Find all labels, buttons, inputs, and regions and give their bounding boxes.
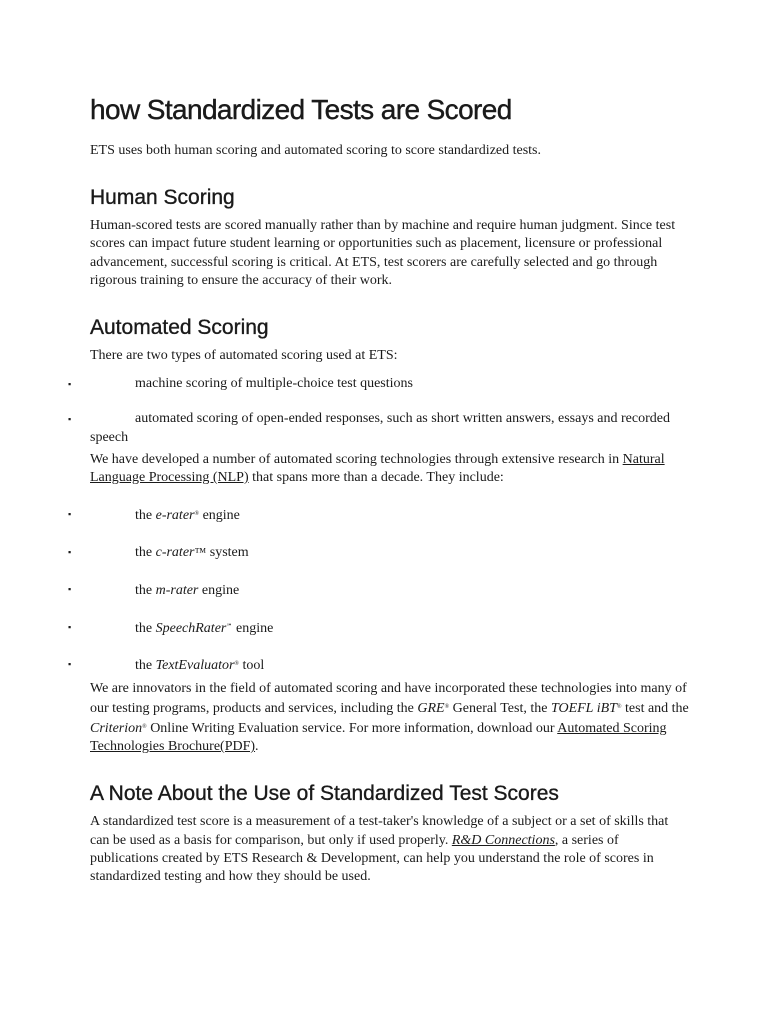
bullet-icon: ▪ xyxy=(68,583,72,594)
list-item: ▪ the SpeechRater℠ engine xyxy=(90,618,690,638)
list-item: ▪ the e-rater® engine xyxy=(90,505,690,525)
rd-connections-link[interactable]: R&D Connections xyxy=(451,832,555,848)
note-paragraph: A standardized test score is a measurement of a test-taker's knowledge of a subject or a set of skills that can be used as a basis for comparison, but only if used properly. R&D Connections, a series of publications created by ETS Research & Development, can help you understand the role of scores in standardized testing and how they should be used. xyxy=(90,814,669,885)
bullet-icon: ▪ xyxy=(68,379,72,390)
bullet-icon: ▪ xyxy=(68,659,72,670)
bullet-icon: ▪ xyxy=(68,547,72,558)
tech-name: TextEvaluator xyxy=(155,658,235,674)
innovators-paragraph: We are innovators in the field of automated scoring and have incorporated these technologies into many of our testing programs, products and services, including the GRE® General Test, the TOEFL iBT® test and the Criterion® Online Writing Evaluation service. For more information, download our Automated Scoring Technologies Brochure(PDF). xyxy=(90,680,689,755)
automated-types-intro: There are two types of automated scoring used at ETS: xyxy=(90,348,398,364)
technologies-paragraph: We have developed a number of automated scoring technologies through extensive research in Natural Language Processing (NLP) that spans more than a decade. They include: xyxy=(90,451,665,486)
tech-name: SpeechRater xyxy=(155,620,227,636)
brochure-pdf-link[interactable]: Automated Scoring Technologies Brochure(PDF) xyxy=(90,721,667,755)
list-item: ▪ machine scoring of multiple-choice test questions xyxy=(90,375,690,393)
bullet-icon: ▪ xyxy=(68,414,72,425)
human-scoring-paragraph: Human-scored tests are scored manually rather than by machine and require human judgment. Since test scores can impact future student learning or opportunities such as placement, licensure or professional advancement, successful scoring is critical. At ETS, test scorers are carefully selected and go through rigorous training to ensure the accuracy of their work. xyxy=(90,218,676,288)
page-title: how Standardized Tests are Scored xyxy=(90,94,512,125)
automated-scoring-heading: Automated Scoring xyxy=(90,316,269,340)
list-item: ▪ automated scoring of open-ended responses, such as short written answers, essays and recorded speech xyxy=(68,411,670,445)
tech-name: m-rater xyxy=(155,582,199,598)
list-item: ▪ the c-rater™ system xyxy=(68,545,249,561)
automated-types-list xyxy=(68,375,690,447)
bullet-icon: ▪ xyxy=(68,621,72,632)
document-content xyxy=(68,92,690,886)
tech-name: c-rater xyxy=(155,545,195,561)
list-item: ▪ the TextEvaluator® tool xyxy=(90,655,690,675)
bullet-icon: ▪ xyxy=(68,509,72,520)
intro-paragraph: ETS uses both human scoring and automated scoring to score standardized tests. xyxy=(90,143,542,158)
human-scoring-heading: Human Scoring xyxy=(90,186,235,210)
technologies-list xyxy=(68,505,690,675)
note-heading: A Note About the Use of Standardized Test Scores xyxy=(90,782,559,806)
nlp-link[interactable]: Natural Language Processing (NLP) xyxy=(90,451,665,486)
tech-name: e-rater xyxy=(155,508,195,524)
list-item: ▪ the m-rater engine xyxy=(90,580,690,600)
